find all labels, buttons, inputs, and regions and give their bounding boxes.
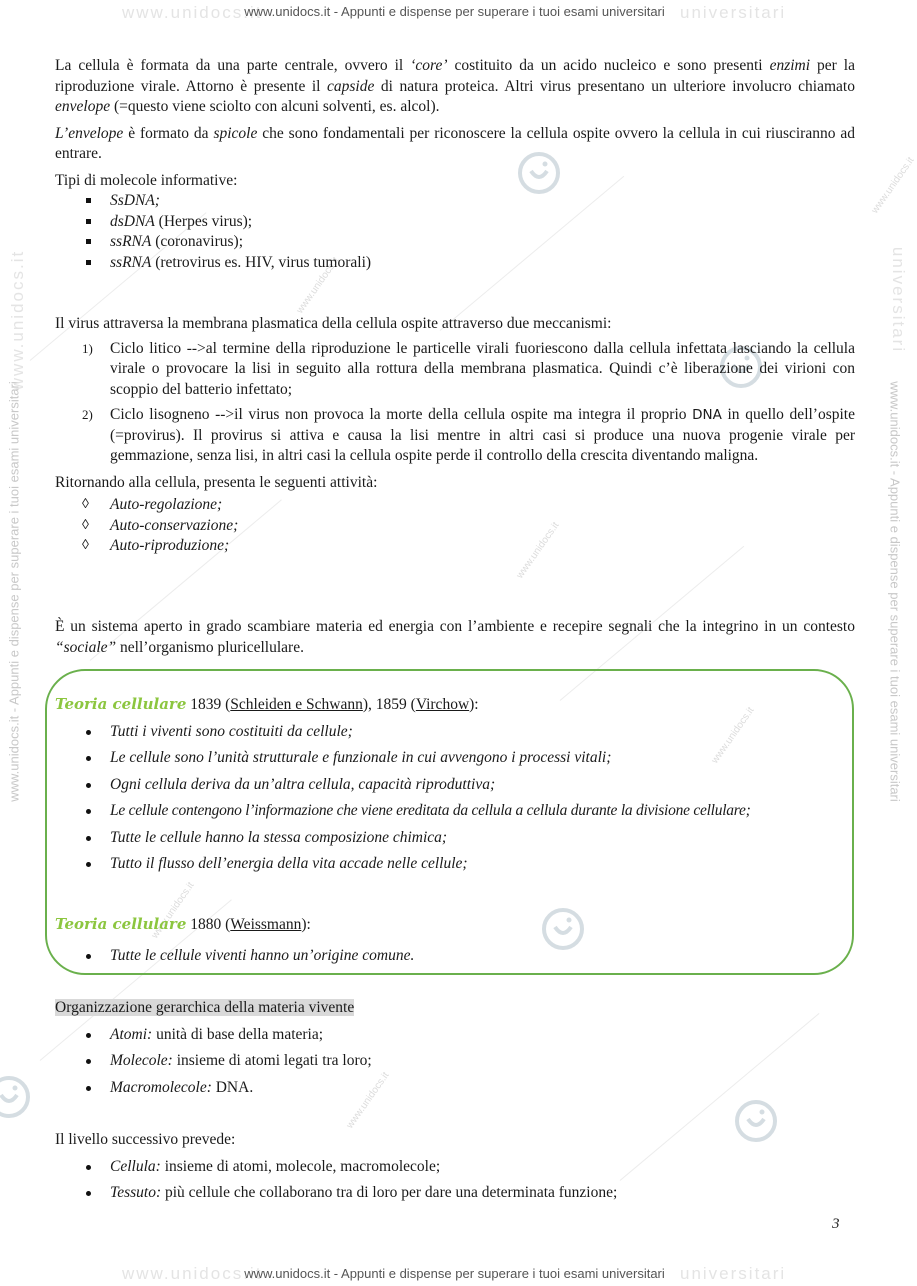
molecole-title: Tipi di molecole informative: xyxy=(55,171,238,189)
watermark-ghost-side: universitari xyxy=(889,246,909,354)
watermark-logo-icon xyxy=(0,1074,32,1120)
list-item: Tutte le cellule viventi hanno un’origine comune. xyxy=(55,946,855,967)
teoria1-list xyxy=(55,722,860,875)
watermark-ghost-text: universitari xyxy=(680,3,787,22)
list-item: Ogni cellula deriva da un’altra cellula, capacità riproduttiva; xyxy=(55,775,860,796)
page-number: 3 xyxy=(832,1216,840,1232)
list-item: Le cellule contengono l’informazione che viene ereditata da cellula a cellula durante la divisione cellulare; xyxy=(55,801,860,822)
teoria2-list xyxy=(55,946,855,967)
list-item: ◊ Auto-conservazione; xyxy=(55,516,855,537)
content-block-2 xyxy=(55,314,855,557)
list-item: Cellula: insieme di atomi, molecole, macromolecole; xyxy=(55,1157,855,1178)
virus-intro: Il virus attraversa la membrana plasmatica della cellula ospite attraverso due meccanismi: xyxy=(55,315,612,332)
list-item: SsDNA; xyxy=(55,191,855,212)
list-item: ssRNA (coronavirus); xyxy=(55,232,855,253)
organizzazione-list xyxy=(55,1025,855,1099)
teoria-block-2 xyxy=(55,914,855,966)
content-block-1 xyxy=(55,56,855,273)
paragraph-cellula: La cellula è formata da una parte centrale, ovvero il ‘core’ costituito da un acido nucleico e sono presenti enzimi per la riproduzione virale. Attorno è presente il capside di natura proteica. Altri virus presentano un ulteriore involucro chiamato envelope (=questo viene sciolto con alcuni solventi, es. alcol). xyxy=(55,57,855,115)
list-item: Macromolecole: DNA. xyxy=(55,1078,855,1099)
watermark-footer: www.unidocs.it - Appunti e dispense per superare i tuoi esami universitari xyxy=(244,1266,665,1281)
attivita-intro: Ritornando alla cellula, presenta le seguenti attività: xyxy=(55,473,378,491)
watermark-diag-text: www.unidocs.it xyxy=(514,520,562,581)
watermark-diag-text: www.unidocs.it xyxy=(344,1070,392,1131)
list-item: Tutte le cellule hanno la stessa composizione chimica; xyxy=(55,828,860,849)
watermark-side-left: www.unidocs.it - Appunti e dispense per superare i tuoi esami universitari xyxy=(6,381,22,802)
list-item: Molecole: insieme di atomi legati tra loro; xyxy=(55,1051,855,1072)
attivita-list xyxy=(55,495,855,557)
content-block-3 xyxy=(55,617,855,658)
list-item: ◊ Auto-riproduzione; xyxy=(55,536,855,557)
watermark-ghost-side: www.unidocs.it xyxy=(8,249,28,391)
list-item: ssRNA (retrovirus es. HIV, virus tumorali) xyxy=(55,253,855,274)
list-item: Tutti i viventi sono costituiti da cellule; xyxy=(55,722,860,743)
watermark-ghost-text: www.unidocs.it xyxy=(122,3,263,22)
list-item: 1) Ciclo litico -->al termine della riproduzione le particelle virali fuoriescono dalla cellula infettata lasciando la cellula virale o provocare la lisi in seguito alla rottura della membrana plasmatica. Quindi c’è liberazione dei virioni con scoppio del batterio infettato; xyxy=(82,339,855,398)
content-block-5 xyxy=(55,1130,855,1204)
paragraph-envelope: L’envelope è formato da spicole che sono fondamentali per riconoscere la cellula ospite ovvero la cellula in cui riusciranno ad entrare. xyxy=(55,124,856,162)
watermark-diag-text: www.unidocs.it xyxy=(294,255,342,316)
watermark-side-right: www.unidocs.it - Appunti e dispense per superare i tuoi esami universitari xyxy=(887,381,903,802)
organizzazione-title: Organizzazione gerarchica della materia vivente xyxy=(55,999,355,1016)
content-block-4 xyxy=(55,998,855,1098)
list-item: ◊ Auto-regolazione; xyxy=(55,495,855,516)
list-item: Tessuto: più cellule che collaborano tra di loro per dare una determinata funzione; xyxy=(55,1183,855,1204)
virus-list xyxy=(55,339,855,467)
teoria1-heading: Teoria cellulare 1839 (Schleiden e Schwann), 1859 (Virchow): xyxy=(55,695,479,713)
teoria2-heading: Teoria cellulare 1880 (Weissmann): xyxy=(55,915,311,933)
watermark-ghost-text: universitari xyxy=(680,1264,787,1283)
watermark-diag-text: www.unidocs.it xyxy=(869,155,917,216)
list-item: dsDNA (Herpes virus); xyxy=(55,212,855,233)
molecole-list xyxy=(55,191,855,273)
watermark-ghost-text: www.unidocs.it xyxy=(122,1264,263,1283)
list-item: Atomi: unità di base della materia; xyxy=(55,1025,855,1046)
paragraph-sistema: È un sistema aperto in grado scambiare materia ed energia con l’ambiente e recepire segnali che la integrino in un contesto “sociale” nell’organismo pluricellulare. xyxy=(55,618,855,656)
list-item: Le cellule sono l’unità strutturale e funzionale in cui avvengono i processi vitali; xyxy=(55,748,860,769)
livello-intro: Il livello successivo prevede: xyxy=(55,1131,236,1148)
watermark-diag-text: www.unidocs.it xyxy=(709,705,757,766)
livello-list xyxy=(55,1157,855,1204)
watermark-header: www.unidocs.it - Appunti e dispense per superare i tuoi esami universitari xyxy=(244,4,665,19)
teoria-block-1 xyxy=(55,694,860,875)
list-item: 2) Ciclo lisogneno -->il virus non provoca la morte della cellula ospite ma integra il proprio DNA in quello dell’ospite (=provirus). Il provirus si attiva e causa la lisi mentre in altri casi si produce una nuova progenie virale per gemmazione, senza lisi, in altri casi la cellula ospite perde il controllo della crescita diventando maligna. xyxy=(82,406,855,464)
list-item: Tutto il flusso dell’energia della vita accade nelle cellule; xyxy=(55,854,860,875)
watermark-diag-text: www.unidocs.it xyxy=(149,880,197,941)
